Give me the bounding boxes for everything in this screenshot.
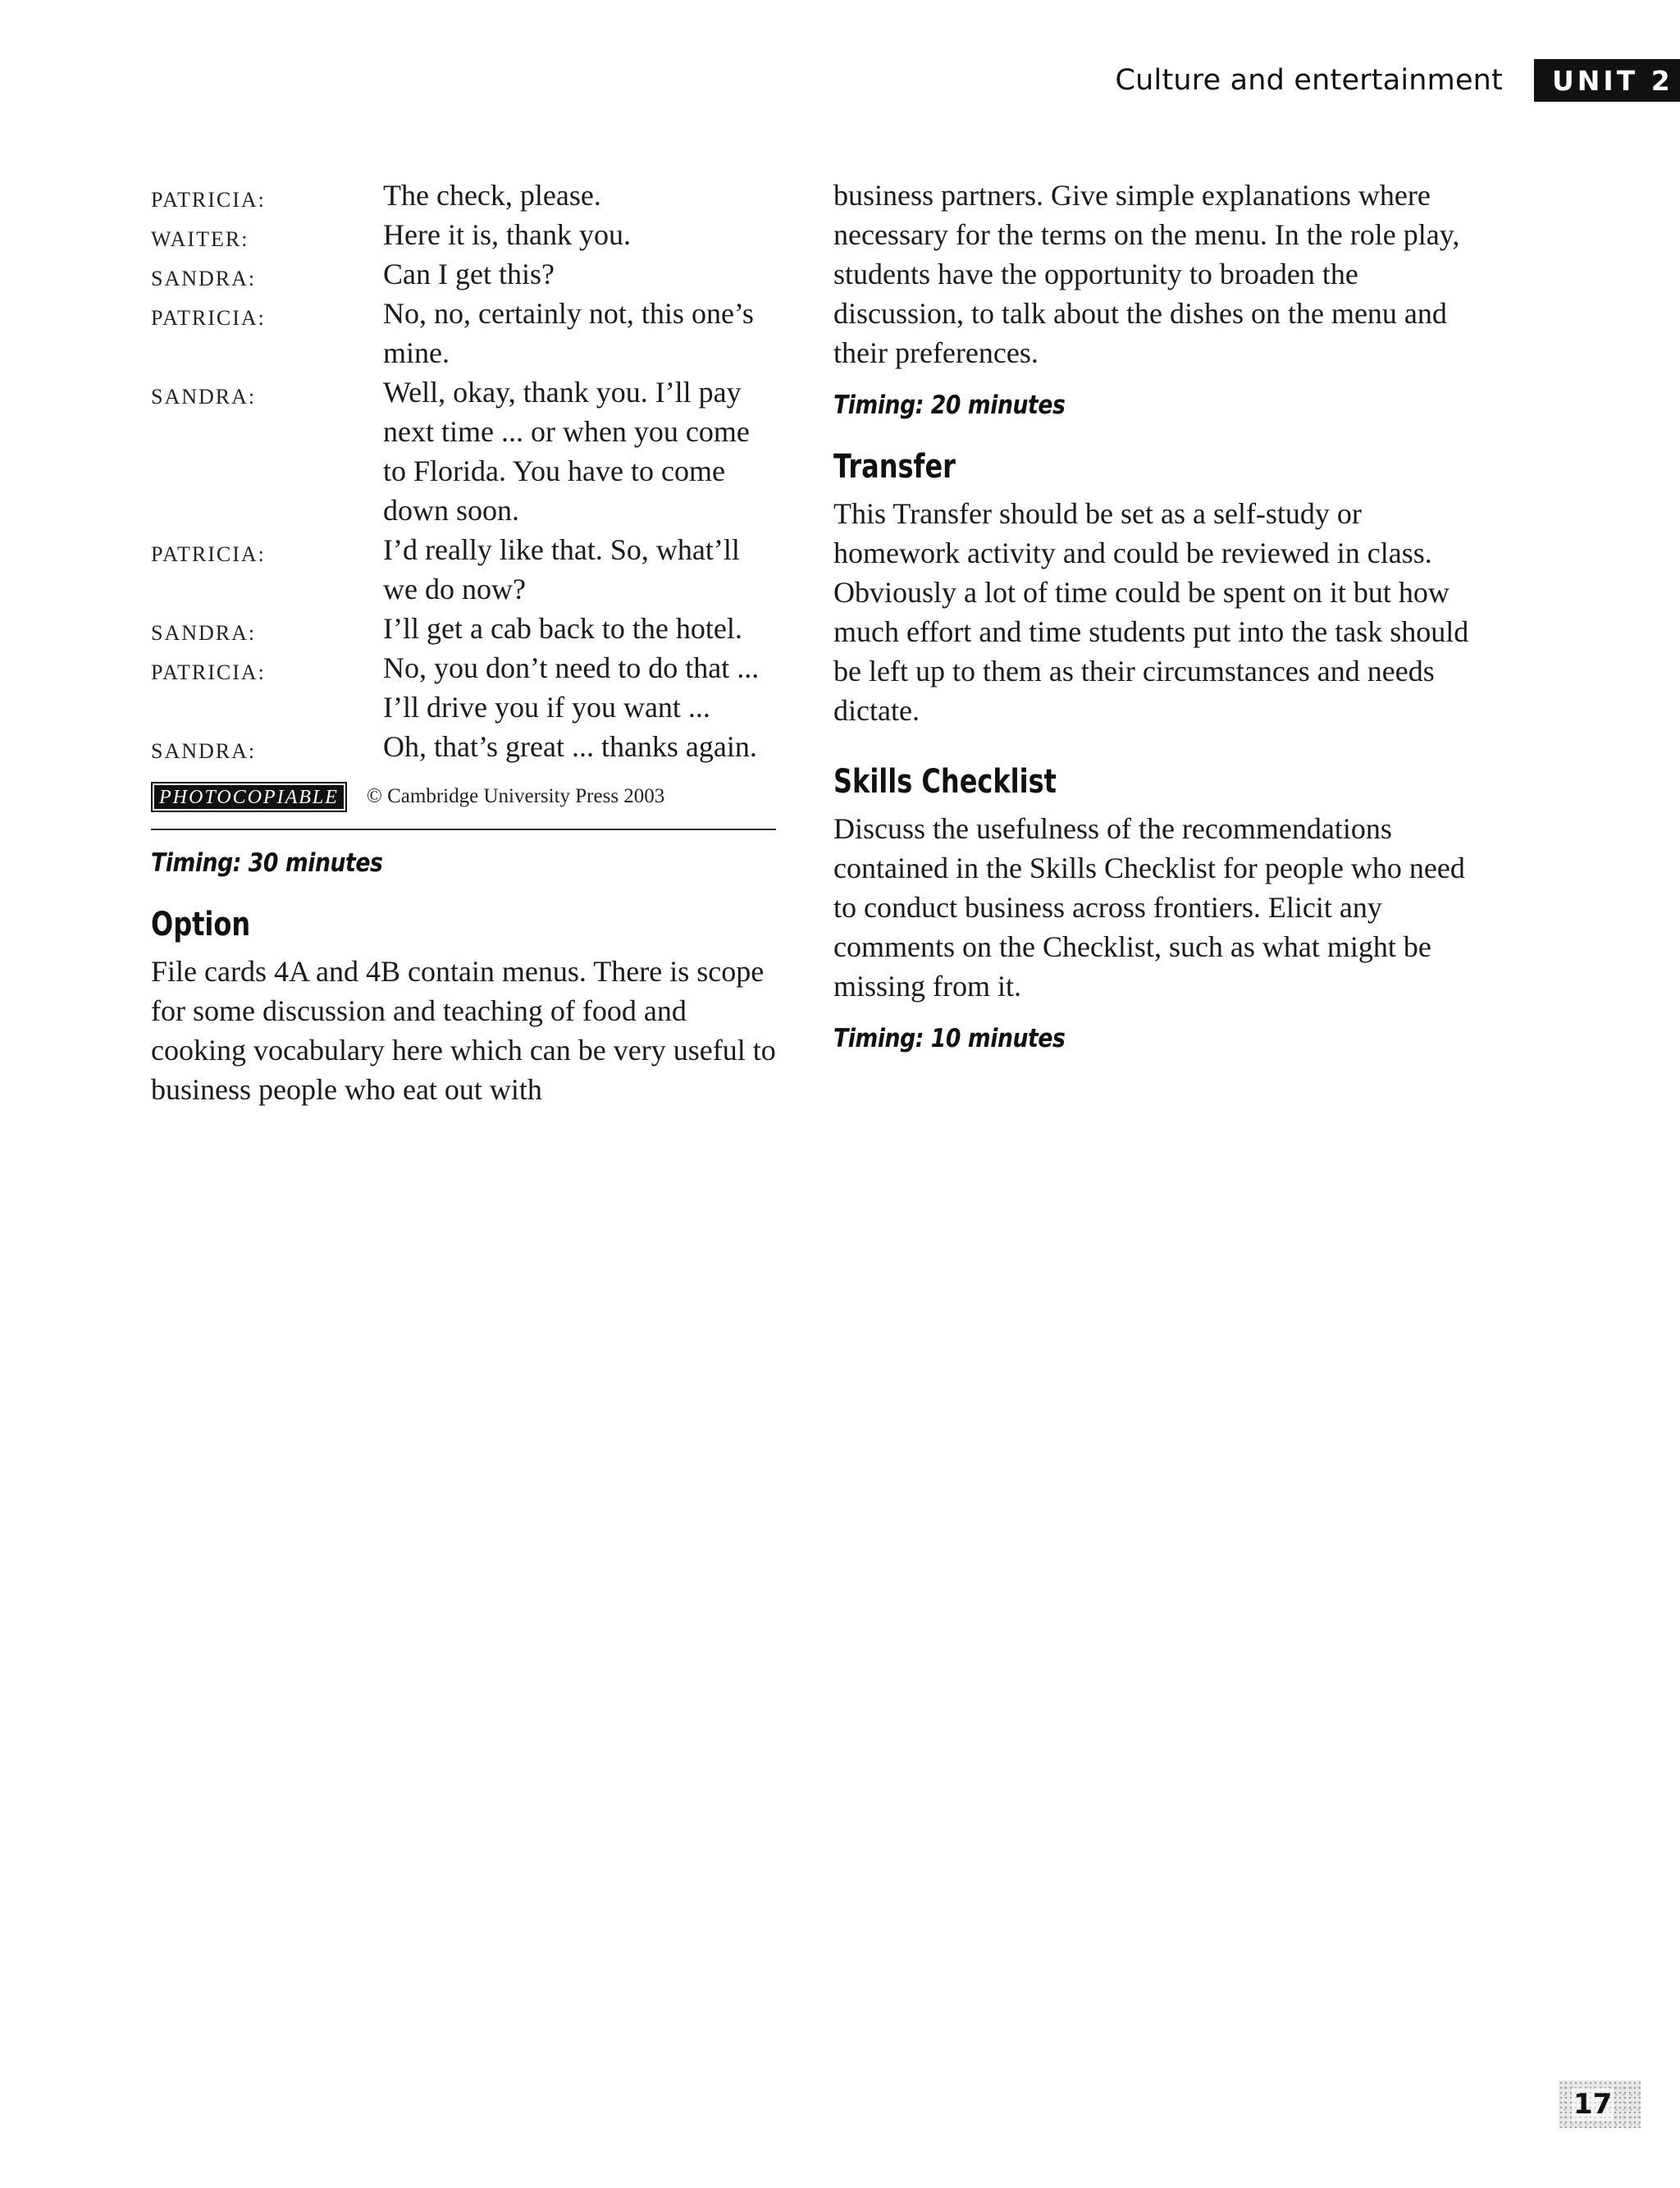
- option-body: [151, 952, 776, 1109]
- dialogue-line: Here it is, thank you.: [383, 218, 631, 251]
- timing-label: Timing: 30 minutes: [151, 848, 383, 878]
- copyright-text: © Cambridge University Press 2003: [366, 785, 665, 807]
- speaker-name: PATRICIA:: [151, 188, 266, 212]
- option-paragraph: File cards 4A and 4B contain menus. There is scope for some discussion and teaching of food and cooking vocabulary here which can be very useful to business people who eat out with: [151, 955, 776, 1106]
- right-column: [833, 176, 1481, 1053]
- dialogue-row: [151, 254, 776, 294]
- transfer-paragraph: This Transfer should be set as a self-study or homework activity and could be reviewed in class. Obviously a lot of time could be spent on it but how much effort and time students put into the task should be left up to them as their circumstances and needs dictate.: [833, 497, 1469, 727]
- dialogue-line: Oh, that’s great ... thanks again.: [383, 730, 757, 763]
- dialogue: [151, 176, 776, 766]
- timing-label: Timing: 10 minutes: [833, 1024, 1066, 1053]
- dialogue-row: [151, 294, 776, 372]
- speaker-name: SANDRA:: [151, 267, 257, 290]
- speaker-name: PATRICIA:: [151, 660, 266, 684]
- dialogue-line: Can I get this?: [383, 258, 555, 290]
- dialogue-line: No, no, certainly not, this one’s mine.: [383, 297, 754, 369]
- dialogue-line: I’d really like that. So, what’ll we do now?: [383, 533, 740, 605]
- dialogue-line: The check, please.: [383, 179, 601, 212]
- page-number-text: 17: [1573, 2088, 1613, 2121]
- dialogue-row: [151, 648, 776, 727]
- photocopiable-notice: [151, 778, 776, 815]
- divider-rule: [151, 829, 776, 830]
- left-column: [151, 176, 776, 1109]
- skills-paragraph: Discuss the usefulness of the recommendations contained in the Skills Checklist for people who need to conduct business across frontiers. Elicit any comments on the Checklist, such as what might be missing from it.: [833, 812, 1465, 1003]
- dialogue-row: [151, 176, 776, 215]
- section-heading-skills-checklist: Skills Checklist: [833, 763, 1057, 801]
- speaker-name: PATRICIA:: [151, 306, 266, 330]
- dialogue-line: Well, okay, thank you. I’ll pay next time ... or when you come to Florida. You have to come down soon.: [383, 376, 750, 527]
- timing-label: Timing: 20 minutes: [833, 391, 1066, 420]
- page-header: [1116, 59, 1680, 102]
- unit-badge: UNIT 2: [1534, 59, 1680, 102]
- speaker-name: SANDRA:: [151, 739, 257, 763]
- dialogue-row: [151, 530, 776, 609]
- speaker-name: SANDRA:: [151, 621, 257, 645]
- dialogue-line: No, you don’t need to do that ... I’ll drive you if you want ...: [383, 651, 760, 724]
- skills-body: [833, 809, 1481, 1006]
- dialogue-row: [151, 609, 776, 648]
- dialogue-line: I’ll get a cab back to the hotel.: [383, 612, 742, 645]
- dialogue-row: [151, 372, 776, 530]
- page-number: [1559, 2081, 1641, 2128]
- section-heading-transfer: Transfer: [833, 448, 956, 486]
- speaker-name: WAITER:: [151, 227, 249, 251]
- chapter-title: Culture and entertainment: [1115, 64, 1503, 97]
- section-heading-option: Option: [151, 906, 251, 943]
- dialogue-row: [151, 215, 776, 254]
- speaker-name: SANDRA:: [151, 385, 257, 409]
- continued-paragraph: business partners. Give simple explanations where necessary for the terms on the menu. In the role play, students have the opportunity to broaden the discussion, to talk about the dishes on the menu and their preferences.: [833, 179, 1460, 369]
- continued-body: [833, 176, 1481, 372]
- transfer-body: [833, 494, 1481, 730]
- dialogue-row: [151, 727, 776, 766]
- photocopiable-badge: PHOTOCOPIABLE: [151, 782, 347, 812]
- speaker-name: PATRICIA:: [151, 542, 266, 566]
